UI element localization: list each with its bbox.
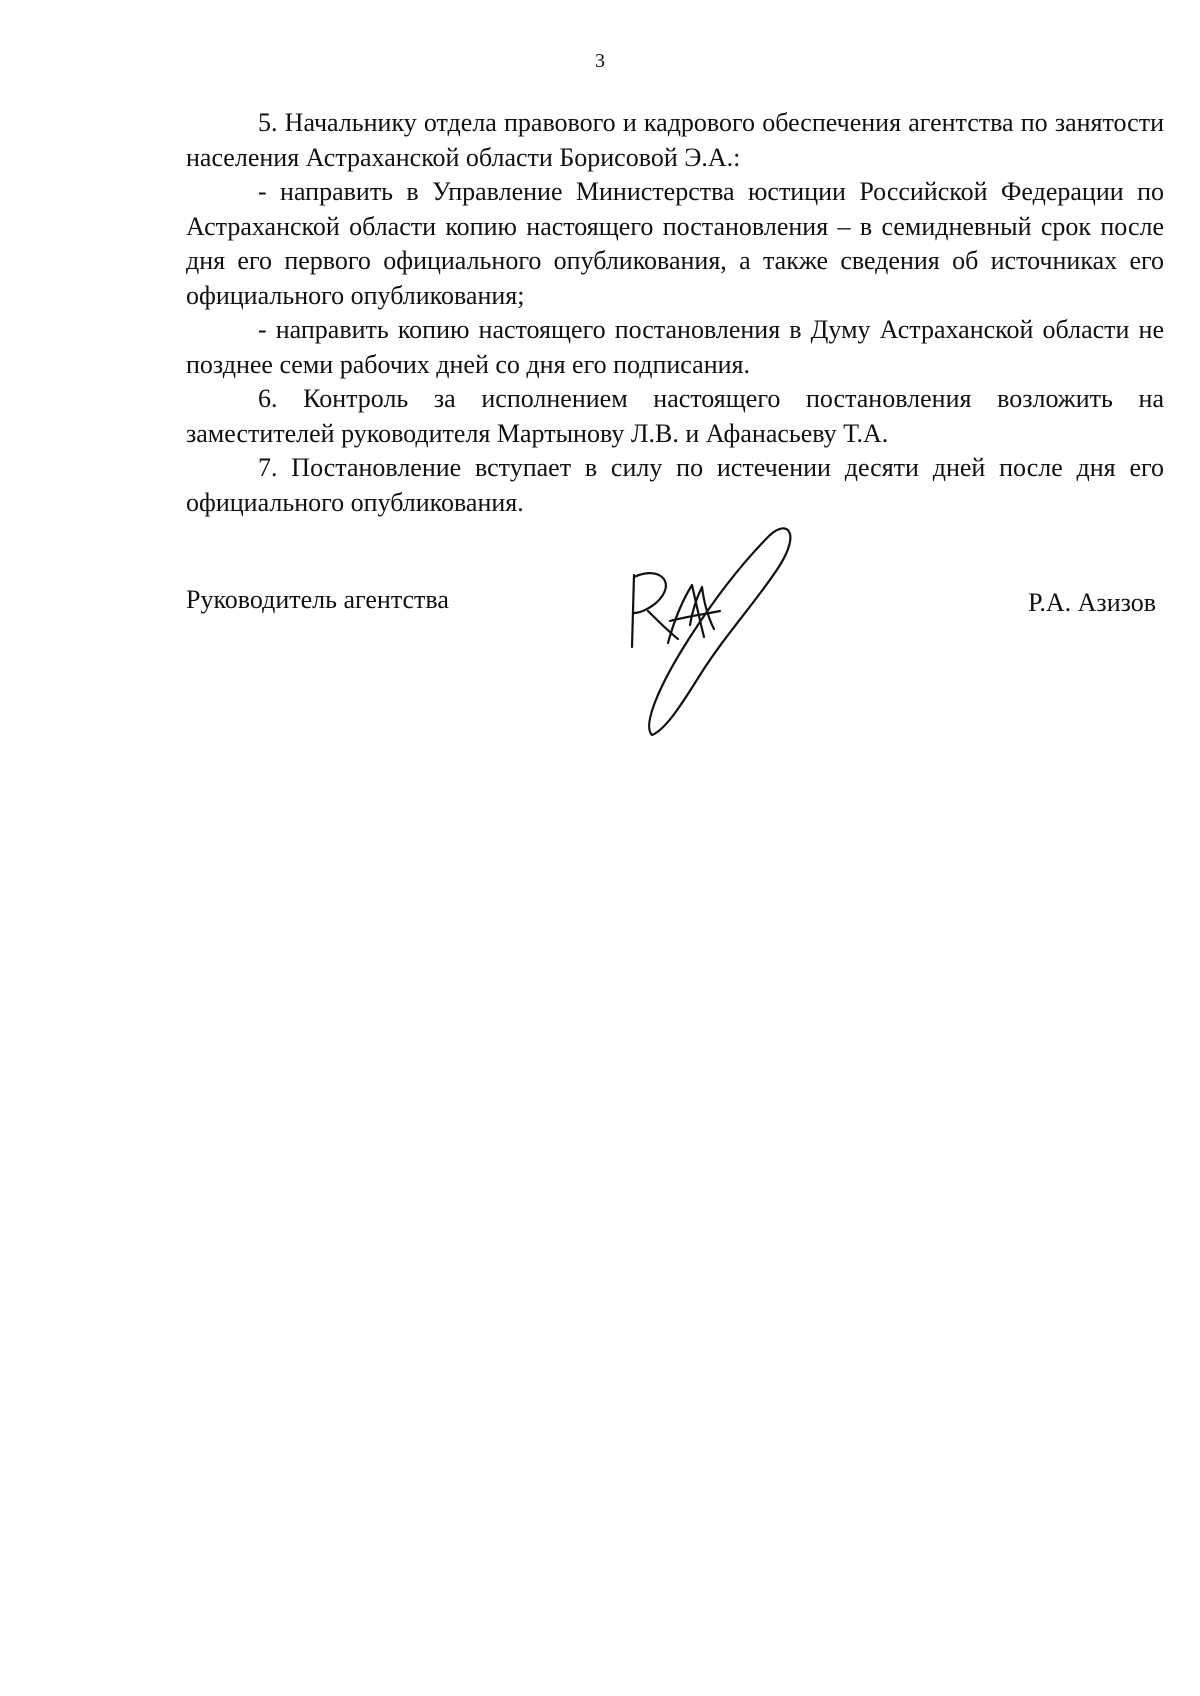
paragraph-5-item-1: - направить в Управление Министерства юстиции Российской Федерации по Астраханской области копию настоящего постановления – в семидневный срок после дня его первого официального опубликования, а также сведения об источниках его официального опубликования; bbox=[186, 177, 1164, 310]
signer-title: Руководитель агентства bbox=[186, 585, 449, 614]
paragraph-5-item-2: - направить копию настоящего постановления в Думу Астраханской области не позднее семи рабочих дней со дня его подписания. bbox=[186, 315, 1164, 379]
paragraph-5: 5. Начальнику отдела правового и кадрового обеспечения агентства по занятости населения Астраханской области Борисовой Э.А.: bbox=[186, 108, 1164, 172]
handwritten-signature bbox=[630, 525, 830, 750]
document-body bbox=[186, 106, 1164, 520]
paragraph-7: 7. Постановление вступает в силу по истечении десяти дней после дня его официального опубликования. bbox=[186, 453, 1164, 517]
signer-name: Р.А. Азизов bbox=[1028, 588, 1156, 617]
page-number: 3 bbox=[595, 50, 605, 72]
paragraph-6: 6. Контроль за исполнением настоящего постановления возложить на заместителей руководителя Мартынову Л.В. и Афанасьеву Т.А. bbox=[186, 384, 1164, 448]
